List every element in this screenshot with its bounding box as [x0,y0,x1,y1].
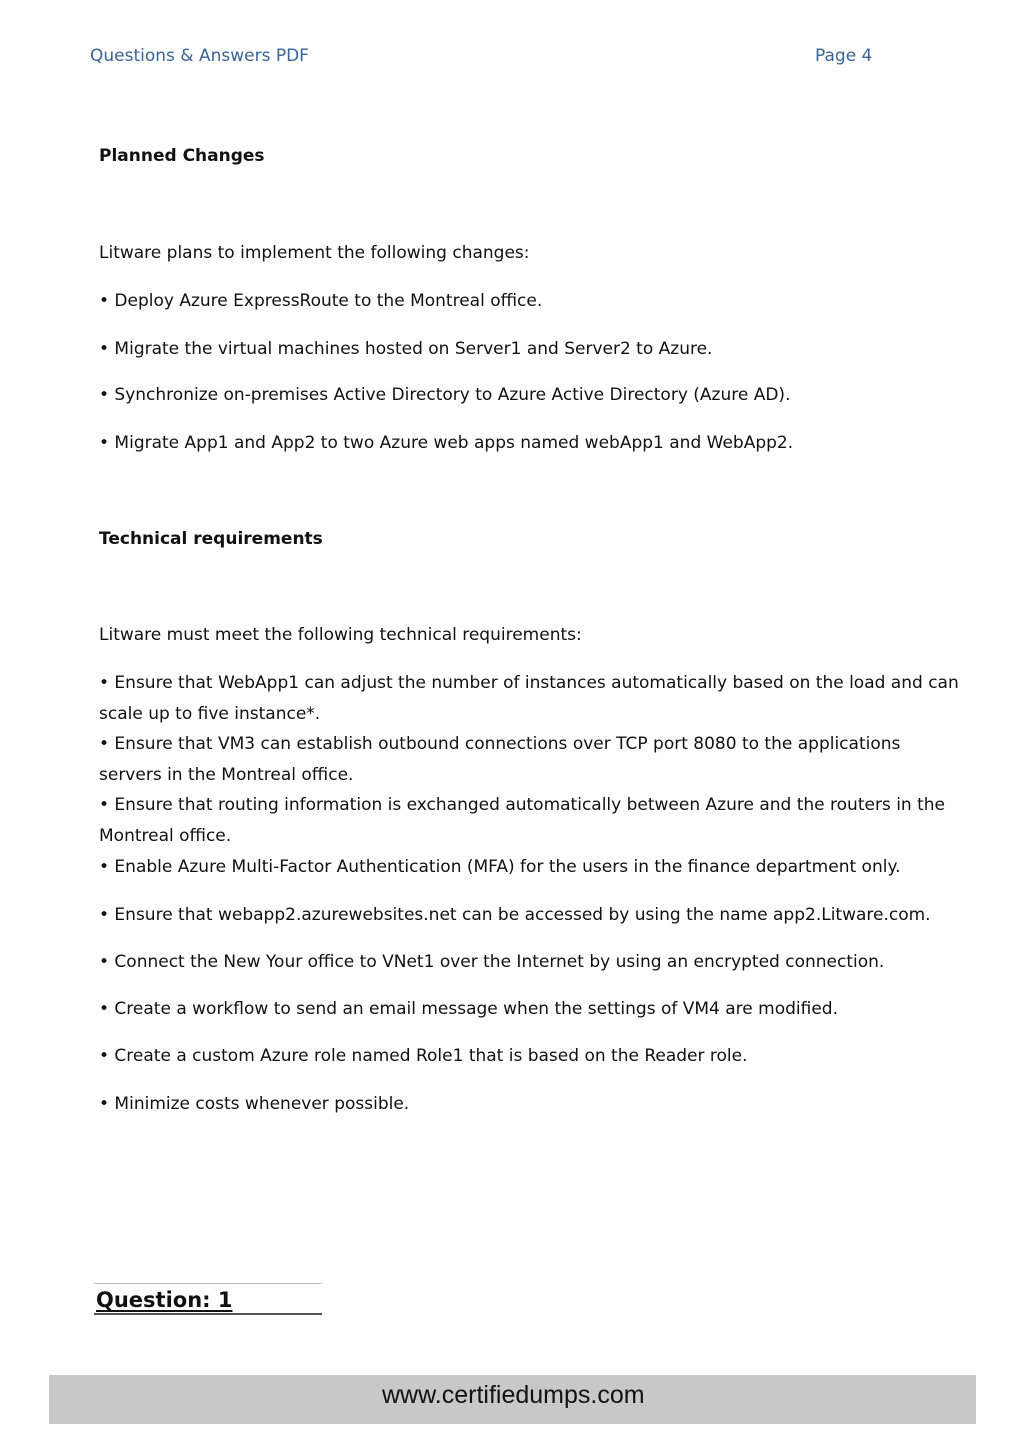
technical-requirement-item: • Connect the New Your office to VNet1 over the Internet by using an encrypted connection. [99,952,885,972]
technical-requirement-item: • Minimize costs whenever possible. [99,1094,410,1114]
technical-requirement-item: • Create a workflow to send an email message when the settings of VM4 are modified. [99,999,838,1019]
question-bottom-rule [94,1313,322,1315]
technical-requirement-item: • Enable Azure Multi-Factor Authentication (MFA) for the users in the finance department only. [99,857,901,877]
planned-changes-heading: Planned Changes [99,146,265,166]
technical-requirement-item: • Ensure that webapp2.azurewebsites.net can be accessed by using the name app2.Litware.com. [99,905,931,925]
page-header-right: Page 4 [815,46,873,66]
technical-requirement-item: • Ensure that VM3 can establish outbound connections over TCP port 8080 to the applications servers in the Montreal office. [99,734,901,785]
planned-changes-intro: Litware plans to implement the following changes: [99,243,530,263]
footer-url: www.certifiedumps.com [382,1381,645,1409]
technical-requirements-heading: Technical requirements [99,529,323,549]
question-label: Question: 1 [96,1288,233,1312]
technical-requirements-intro: Litware must meet the following technical requirements: [99,625,582,645]
technical-requirement-item: • Ensure that WebApp1 can adjust the number of instances automatically based on the load and can scale up to five instance*. [99,673,959,724]
technical-requirement-item: • Ensure that routing information is exchanged automatically between Azure and the routers in the Montreal office. [99,795,945,846]
planned-change-item: • Synchronize on-premises Active Directory to Azure Active Directory (Azure AD). [99,385,791,405]
planned-change-item: • Migrate App1 and App2 to two Azure web apps named webApp1 and WebApp2. [99,433,794,453]
technical-requirement-item: • Create a custom Azure role named Role1 that is based on the Reader role. [99,1046,748,1066]
question-top-rule [94,1283,322,1284]
planned-change-item: • Migrate the virtual machines hosted on Server1 and Server2 to Azure. [99,339,713,359]
page-header-left: Questions & Answers PDF [90,46,309,66]
planned-change-item: • Deploy Azure ExpressRoute to the Montreal office. [99,291,543,311]
